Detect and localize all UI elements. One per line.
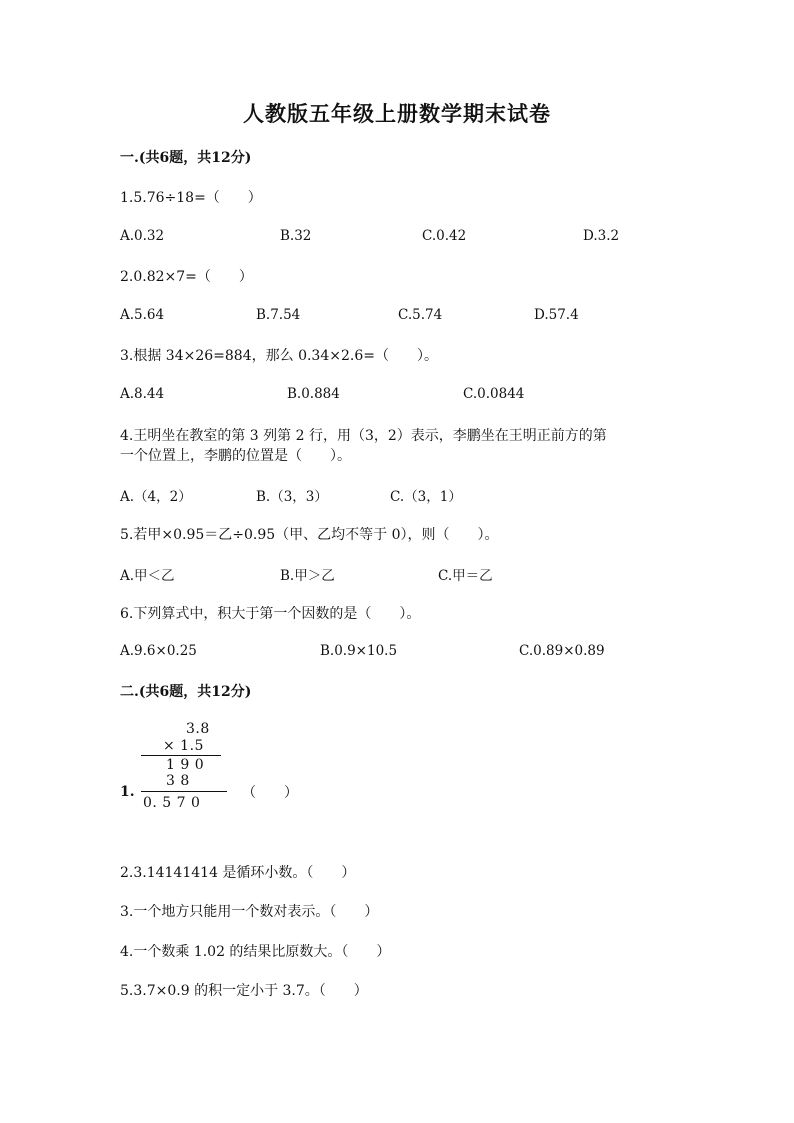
option-1-1-b: B.32 xyxy=(280,228,312,244)
calc-partial-2: 3 8 xyxy=(166,773,190,789)
option-1-4-c: C.（3，1） xyxy=(390,489,462,505)
page-title: 人教版五年级上册数学期末试卷 xyxy=(243,101,551,126)
question-2-1-number: 1. xyxy=(120,784,135,800)
section-1-heading: 一.(共6题，共12分) xyxy=(120,150,252,166)
option-1-1-d: D.3.2 xyxy=(583,228,620,244)
option-1-6-c: C.0.89×0.89 xyxy=(519,643,605,659)
calc-product: 0. 5 7 0 xyxy=(143,795,201,811)
question-2-4: 4.一个数乘 1.02 的结果比原数大。（ ） xyxy=(120,944,391,960)
question-1-3: 3.根据 34×26=884，那么 0.34×2.6=（ ）。 xyxy=(120,348,438,364)
calc-multiplier: × 1.5 xyxy=(163,738,204,754)
calc-rule-2 xyxy=(141,791,227,792)
question-2-5: 5.3.7×0.9 的积一定小于 3.7。（ ） xyxy=(120,983,368,999)
option-1-5-a: A.甲＜乙 xyxy=(120,568,175,584)
calc-rule-1 xyxy=(141,755,221,756)
calc-multiplicand: 3.8 xyxy=(186,721,210,737)
question-2-2: 2.3.14141414 是循环小数。（ ） xyxy=(120,865,356,881)
question-1-6: 6.下列算式中，积大于第一个因数的是（ ）。 xyxy=(120,606,421,622)
option-1-4-b: B.（3，3） xyxy=(256,489,328,505)
option-1-2-c: C.5.74 xyxy=(398,307,443,323)
question-1-4-line1: 4.王明坐在教室的第 3 列第 2 行，用（3，2）表示，李鹏坐在王明正前方的第 xyxy=(120,428,607,444)
option-1-2-d: D.57.4 xyxy=(534,307,579,323)
option-1-3-b: B.0.884 xyxy=(287,386,340,402)
option-1-6-b: B.0.9×10.5 xyxy=(320,643,398,659)
option-1-1-c: C.0.42 xyxy=(422,228,467,244)
question-1-2: 2.0.82×7=（ ） xyxy=(120,269,253,285)
option-1-4-a: A.（4，2） xyxy=(120,489,192,505)
option-1-3-a: A.8.44 xyxy=(120,386,165,402)
question-2-3: 3.一个地方只能用一个数对表示。（ ） xyxy=(120,904,379,920)
option-1-5-c: C.甲＝乙 xyxy=(438,568,493,584)
question-1-4-line2: 一个位置上，李鹏的位置是（ ）。 xyxy=(120,448,351,464)
option-1-2-a: A.5.64 xyxy=(120,307,165,323)
question-2-1-blank: （ ） xyxy=(242,785,298,801)
option-1-1-a: A.0.32 xyxy=(120,228,165,244)
section-2-heading: 二.(共6题，共12分) xyxy=(120,684,252,700)
option-1-5-b: B.甲＞乙 xyxy=(280,568,335,584)
question-1-1: 1.5.76÷18=（ ） xyxy=(120,190,262,206)
option-1-2-b: B.7.54 xyxy=(256,307,301,323)
option-1-6-a: A.9.6×0.25 xyxy=(120,643,197,659)
option-1-3-c: C.0.0844 xyxy=(463,386,525,402)
calc-partial-1: 1 9 0 xyxy=(166,757,205,773)
question-1-5: 5.若甲×0.95＝乙÷0.95（甲、乙均不等于 0），则（ ）。 xyxy=(120,527,499,543)
